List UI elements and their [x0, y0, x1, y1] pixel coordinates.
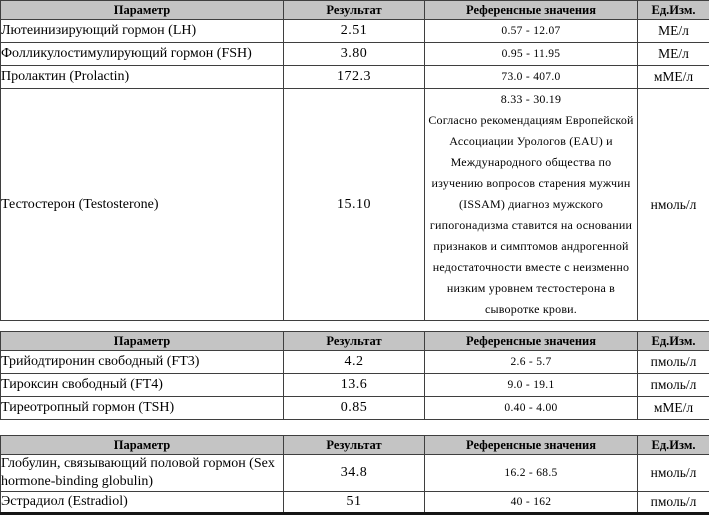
param-cell: Тиреотропный гормон (TSH) — [1, 397, 284, 420]
row-lh — [1, 20, 709, 43]
param-cell: Эстрадиол (Estradiol) — [1, 492, 284, 514]
header-row — [1, 436, 709, 455]
header-param: Параметр — [1, 436, 284, 455]
unit-cell: нмоль/л — [638, 89, 709, 321]
reference-cell: 2.6 - 5.7 — [425, 351, 638, 374]
param-cell: Тироксин свободный (FT4) — [1, 374, 284, 397]
reference-range: 8.33 - 30.19 — [425, 89, 637, 110]
unit-cell: пмоль/л — [638, 374, 709, 397]
reference-cell: 9.0 - 19.1 — [425, 374, 638, 397]
header-row — [1, 332, 709, 351]
row-tsh — [1, 397, 709, 420]
shbg-estradiol-table — [0, 435, 709, 515]
result-cell: 51 — [284, 492, 425, 514]
header-param: Параметр — [1, 1, 284, 20]
header-param: Параметр — [1, 332, 284, 351]
unit-cell: мМЕ/л — [638, 66, 709, 89]
header-result: Результат — [284, 436, 425, 455]
result-cell: 13.6 — [284, 374, 425, 397]
reference-cell: 73.0 - 407.0 — [425, 66, 638, 89]
header-result: Результат — [284, 332, 425, 351]
reference-cell — [425, 89, 638, 321]
param-cell: Глобулин, связывающий половой гормон (Sex hormone-binding globulin) — [1, 455, 284, 492]
unit-cell: МЕ/л — [638, 43, 709, 66]
row-ft3 — [1, 351, 709, 374]
row-shbg — [1, 455, 709, 492]
header-row — [1, 1, 709, 20]
reference-cell: 0.57 - 12.07 — [425, 20, 638, 43]
reference-cell: 0.40 - 4.00 — [425, 397, 638, 420]
param-cell: Лютеинизирующий гормон (LH) — [1, 20, 284, 43]
reference-cell: 16.2 - 68.5 — [425, 455, 638, 492]
header-unit: Ед.Изм. — [638, 332, 709, 351]
unit-cell: мМЕ/л — [638, 397, 709, 420]
header-unit: Ед.Изм. — [638, 1, 709, 20]
unit-cell: пмоль/л — [638, 492, 709, 514]
param-cell: Трийодтиронин свободный (FT3) — [1, 351, 284, 374]
result-cell: 15.10 — [284, 89, 425, 321]
param-cell: Тестостерон (Testosterone) — [1, 89, 284, 321]
reference-note: Согласно рекомендациям Европейской Ассоциации Урологов (EAU) и Международного общества по изучению вопросов старения мужчин (ISSAM) диагноз мужского гипогонадизма ставится на основании признаков и симптомов андрогенной недостаточности вместе с неизменно низким уровнем тестостерона в сыворотке крови. — [425, 110, 637, 320]
thyroid-table — [0, 331, 709, 420]
param-cell: Фолликулостимулирующий гормон (FSH) — [1, 43, 284, 66]
param-cell: Пролактин (Prolactin) — [1, 66, 284, 89]
result-cell: 172.3 — [284, 66, 425, 89]
result-cell: 4.2 — [284, 351, 425, 374]
reference-cell: 0.95 - 11.95 — [425, 43, 638, 66]
header-result: Результат — [284, 1, 425, 20]
result-cell: 3.80 — [284, 43, 425, 66]
result-cell: 34.8 — [284, 455, 425, 492]
header-reference: Референсные значения — [425, 332, 638, 351]
unit-cell: МЕ/л — [638, 20, 709, 43]
unit-cell: пмоль/л — [638, 351, 709, 374]
header-unit: Ед.Изм. — [638, 436, 709, 455]
reference-cell: 40 - 162 — [425, 492, 638, 514]
header-reference: Референсные значения — [425, 436, 638, 455]
row-prolactin — [1, 66, 709, 89]
row-ft4 — [1, 374, 709, 397]
unit-cell: нмоль/л — [638, 455, 709, 492]
header-reference: Референсные значения — [425, 1, 638, 20]
result-cell: 0.85 — [284, 397, 425, 420]
result-cell: 2.51 — [284, 20, 425, 43]
row-testosterone — [1, 89, 709, 321]
row-fsh — [1, 43, 709, 66]
